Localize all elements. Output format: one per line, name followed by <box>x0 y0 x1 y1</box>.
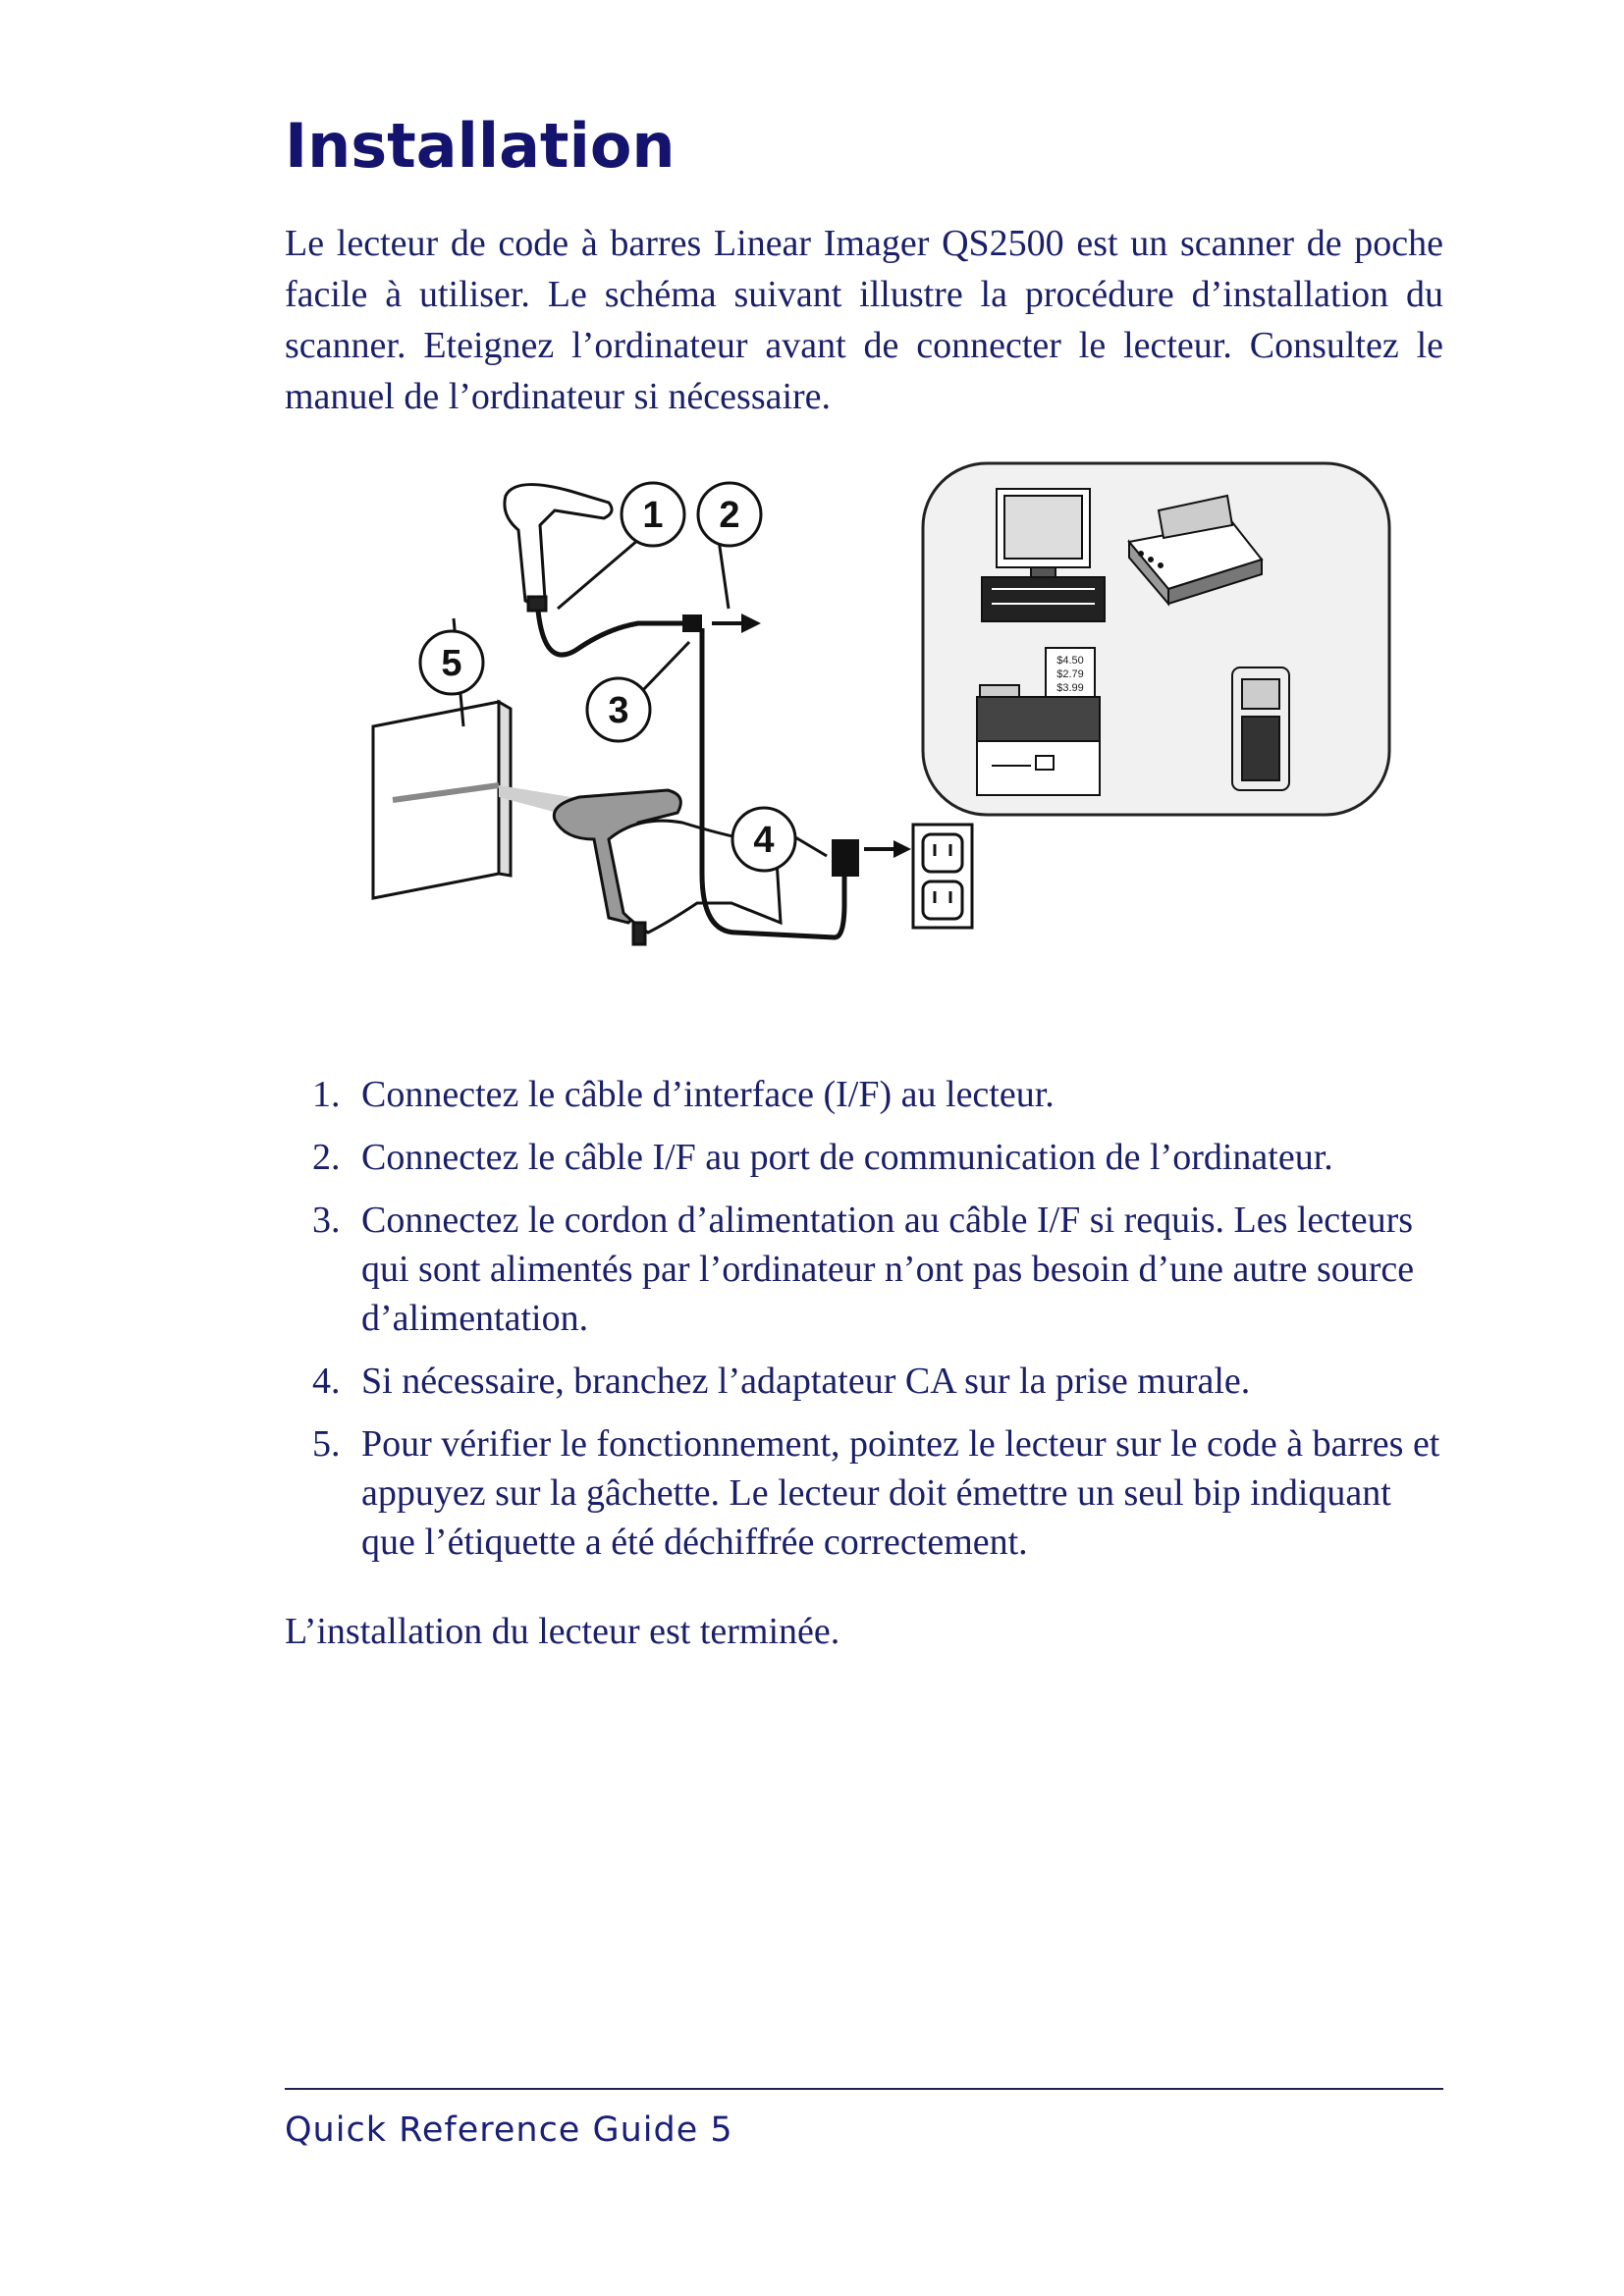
callout-1-pointer <box>558 540 638 609</box>
cable-connector <box>682 614 702 632</box>
scanner-icon <box>505 485 612 611</box>
callout-4-label: 4 <box>753 820 775 861</box>
connector-arrowhead <box>741 614 761 633</box>
callout-1 <box>622 483 684 546</box>
price-line-2: $2.79 <box>1056 668 1084 680</box>
callout-3-label: 3 <box>608 690 629 731</box>
step-item <box>312 1070 1451 1119</box>
callout-3 <box>587 678 650 741</box>
callout-2-label: 2 <box>719 495 740 536</box>
step-item <box>312 1357 1451 1406</box>
footer-text: Quick Reference Guide 5 <box>285 2110 733 2150</box>
callout-1-label: 1 <box>642 495 664 536</box>
callout-3-pointer <box>641 642 689 692</box>
step-number: 1. <box>312 1074 341 1115</box>
price-line-1: $4.50 <box>1056 655 1084 667</box>
step-number: 2. <box>312 1137 341 1178</box>
price-line-3: $3.99 <box>1056 682 1084 694</box>
callout-2 <box>698 483 761 546</box>
barcode-wall-icon <box>373 702 511 898</box>
step-text: Connectez le câble I/F au port de communication de l’ordinateur. <box>361 1137 1333 1178</box>
page-title: Installation <box>285 110 676 182</box>
step-number: 3. <box>312 1200 341 1241</box>
step-number: 4. <box>312 1361 341 1402</box>
footer-divider <box>285 2088 1443 2090</box>
interface-cable <box>538 611 682 655</box>
closing-text: L’installation du lecteur est terminée. <box>285 1611 840 1652</box>
adapter-arrowhead <box>893 840 911 858</box>
step-item <box>312 1133 1451 1182</box>
callout-4 <box>732 808 795 871</box>
callout-5-label: 5 <box>441 643 462 684</box>
step-item <box>312 1419 1451 1567</box>
computer-icon <box>982 489 1105 621</box>
step-text: Pour vérifier le fonctionnement, pointez le lecteur sur le code à barres et appuyez sur la gâchette. Le lecteur doit émettre un seul bip indiquant que l’étiquette a été déchiffrée correctement. <box>361 1423 1440 1563</box>
step-text: Si nécessaire, branchez l’adaptateur CA sur la prise murale. <box>361 1361 1251 1402</box>
callout-5 <box>420 631 483 694</box>
callout-2-pointer <box>719 540 729 609</box>
ac-adapter <box>832 839 859 877</box>
step-item <box>312 1196 1451 1343</box>
step-text: Connectez le cordon d’alimentation au câble I/F si requis. Les lecteurs qui sont alimentés par l’ordinateur n’ont pas besoin d’une autre source d’alimentation. <box>361 1200 1415 1339</box>
wall-outlet-icon <box>913 825 972 928</box>
intro-paragraph: Le lecteur de code à barres Linear Imager QS2500 est un scanner de poche facile à utiliser. Le schéma suivant illustre la procédure d’installation du scanner. Eteignez l’ordinateur avant de connecter le lecteur. Consultez le manuel de l’ordinateur si nécessaire. <box>285 223 1443 417</box>
step-text: Connectez le câble d’interface (I/F) au lecteur. <box>361 1074 1055 1115</box>
handheld-terminal-icon <box>1232 667 1289 790</box>
step-number: 5. <box>312 1423 341 1465</box>
installation-steps <box>312 1070 1451 1580</box>
installation-diagram <box>344 452 1404 1041</box>
